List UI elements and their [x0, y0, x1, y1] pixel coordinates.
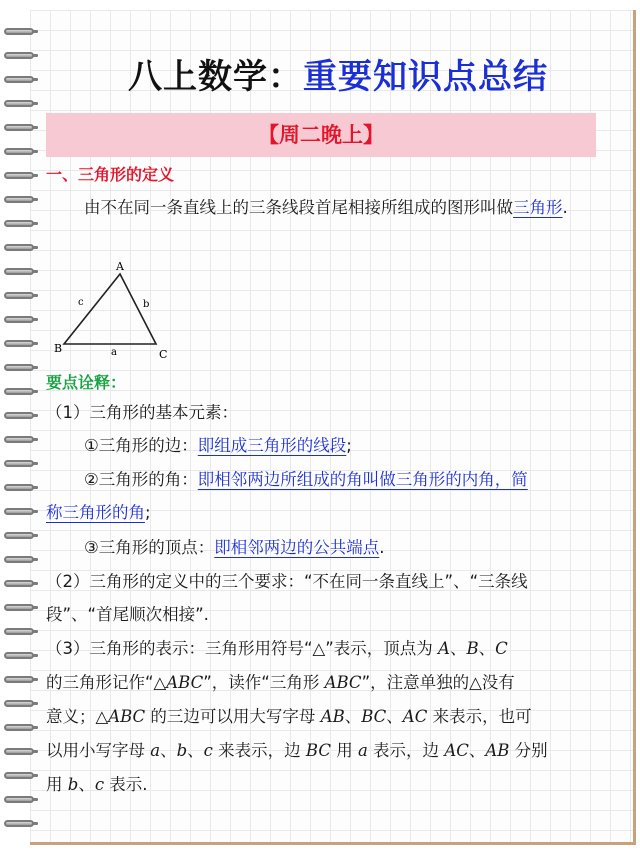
- text-run: 来表示，也可: [427, 707, 532, 726]
- binding-ring: [4, 748, 34, 755]
- item3-line3: [46, 702, 532, 732]
- angle-definition-2: 称三角形的角: [46, 503, 145, 522]
- text-run: ”，读作“三角形: [203, 673, 325, 692]
- binding-ring: [4, 100, 34, 107]
- text-run: 用: [330, 741, 358, 760]
- angle-label: ②三角形的角：: [84, 470, 198, 489]
- text-run: 用: [46, 775, 68, 794]
- math-var: b: [67, 775, 79, 794]
- text-run: 、: [344, 707, 362, 726]
- math-var: c: [203, 741, 213, 760]
- text-run: 、: [187, 741, 204, 760]
- item3-line2: [46, 668, 515, 698]
- text-run: 、: [386, 707, 403, 726]
- binding-ring: [4, 796, 34, 803]
- math-var: BC: [361, 707, 387, 726]
- angle-line: [46, 465, 528, 495]
- vertex-label: ③三角形的顶点：: [84, 538, 215, 557]
- binding-ring: [4, 220, 34, 227]
- math-var: B: [466, 639, 479, 658]
- vertex-b-label: B: [54, 342, 63, 355]
- binding-ring: [4, 244, 34, 251]
- binding-ring: [4, 292, 34, 299]
- binding-ring: [4, 388, 34, 395]
- side-a-label: a: [111, 347, 117, 358]
- binding-ring: [4, 700, 34, 707]
- edge-label: ①三角形的边：: [84, 436, 198, 455]
- item3-line1: [46, 634, 508, 664]
- binding-ring: [4, 412, 34, 419]
- definition-text: 由不在同一条直线上的三条线段首尾相接所组成的图形叫做: [84, 198, 513, 217]
- binding-ring: [4, 52, 34, 59]
- definition-paragraph: [46, 192, 598, 224]
- title-part2: 重要知识点总结: [303, 57, 548, 97]
- binding-ring: [4, 316, 34, 323]
- math-var: AC: [402, 707, 428, 726]
- item3-line5: [46, 770, 148, 800]
- edge-definition: 即组成三角形的线段: [197, 436, 347, 455]
- binding-ring: [4, 148, 34, 155]
- math-var: c: [94, 775, 105, 794]
- vertex-c-label: C: [159, 348, 168, 361]
- spiral-binding: [0, 0, 40, 853]
- math-var: C: [495, 639, 508, 658]
- binding-ring: [4, 364, 34, 371]
- binding-ring: [4, 556, 34, 563]
- math-var: ABC: [324, 673, 362, 692]
- binding-ring: [4, 604, 34, 611]
- text-run: 、: [468, 741, 486, 760]
- text-run: 、: [449, 639, 467, 658]
- item3-line4: [46, 736, 548, 766]
- text-run: 的三角形记作“△: [46, 673, 167, 692]
- binding-ring: [4, 340, 34, 347]
- definition-end: .: [562, 198, 568, 217]
- item2-line1: （2）三角形的定义中的三个要求：“不在同一条直线上”、“三条线: [46, 572, 528, 591]
- binding-ring: [4, 436, 34, 443]
- page-title: [40, 52, 636, 102]
- binding-ring: [4, 172, 34, 179]
- binding-ring: [4, 196, 34, 203]
- vertex-line: [46, 533, 385, 563]
- session-banner: 【周二晚上】: [46, 113, 596, 157]
- binding-ring: [4, 652, 34, 659]
- text-run: 以用小写字母: [46, 741, 151, 760]
- text-run: 来表示，边: [212, 741, 306, 760]
- math-var: A: [438, 639, 450, 658]
- item2-line2: 段”、“首尾顺次相接”.: [46, 605, 209, 624]
- binding-ring: [4, 580, 34, 587]
- binding-ring: [4, 124, 34, 131]
- binding-ring: [4, 28, 34, 35]
- binding-ring: [4, 460, 34, 467]
- notes-heading: 要点诠释：: [46, 373, 127, 392]
- text-run: 表示，边: [367, 741, 445, 760]
- binding-ring: [4, 268, 34, 275]
- text-run: 、: [78, 775, 95, 794]
- math-var: AC: [444, 741, 469, 760]
- binding-ring: [4, 532, 34, 539]
- item1-title: （1）三角形的基本元素：: [46, 403, 238, 422]
- text-run: 分别: [509, 741, 548, 760]
- angle-line-2: [46, 498, 151, 528]
- angle-end: ;: [145, 503, 151, 522]
- binding-ring: [4, 628, 34, 635]
- text-run: （3）三角形的表示：三角形用符号“△”表示，顶点为: [46, 639, 439, 658]
- binding-ring: [4, 772, 34, 779]
- section-heading: 一、三角形的定义: [46, 165, 175, 184]
- edge-end: ;: [346, 436, 352, 455]
- binding-ring: [4, 676, 34, 683]
- text-run: 、: [160, 741, 177, 760]
- text-run: 意义；△: [46, 707, 109, 726]
- text-run: 表示.: [104, 775, 148, 794]
- math-var: a: [150, 741, 161, 760]
- math-var: BC: [305, 741, 331, 760]
- vertex-end: .: [379, 538, 385, 557]
- math-var: a: [357, 741, 368, 760]
- text-run: 的三边可以用大写字母: [145, 707, 321, 726]
- definition-term: 三角形: [513, 198, 563, 217]
- binding-ring: [4, 820, 34, 827]
- text-run: 、: [478, 639, 496, 658]
- edge-line: [46, 431, 352, 461]
- title-part1: 八上数学：: [128, 57, 303, 97]
- text-run: ”，注意单独的△没有: [361, 673, 515, 692]
- binding-ring: [4, 508, 34, 515]
- math-var: ABC: [166, 673, 204, 692]
- side-b-label: b: [143, 299, 150, 310]
- binding-ring: [4, 76, 34, 83]
- triangle-figure: [46, 258, 186, 364]
- math-var: AB: [485, 741, 510, 760]
- side-c-label: c: [78, 297, 84, 308]
- binding-ring: [4, 484, 34, 491]
- math-var: b: [176, 741, 188, 760]
- vertex-definition: 即相邻两边的公共端点: [214, 538, 380, 557]
- binding-ring: [4, 724, 34, 731]
- math-var: AB: [320, 707, 345, 726]
- vertex-a-label: A: [116, 260, 124, 273]
- angle-definition-1: 即相邻两边所组成的角叫做三角形的内角，简: [197, 470, 528, 489]
- math-var: ABC: [108, 707, 146, 726]
